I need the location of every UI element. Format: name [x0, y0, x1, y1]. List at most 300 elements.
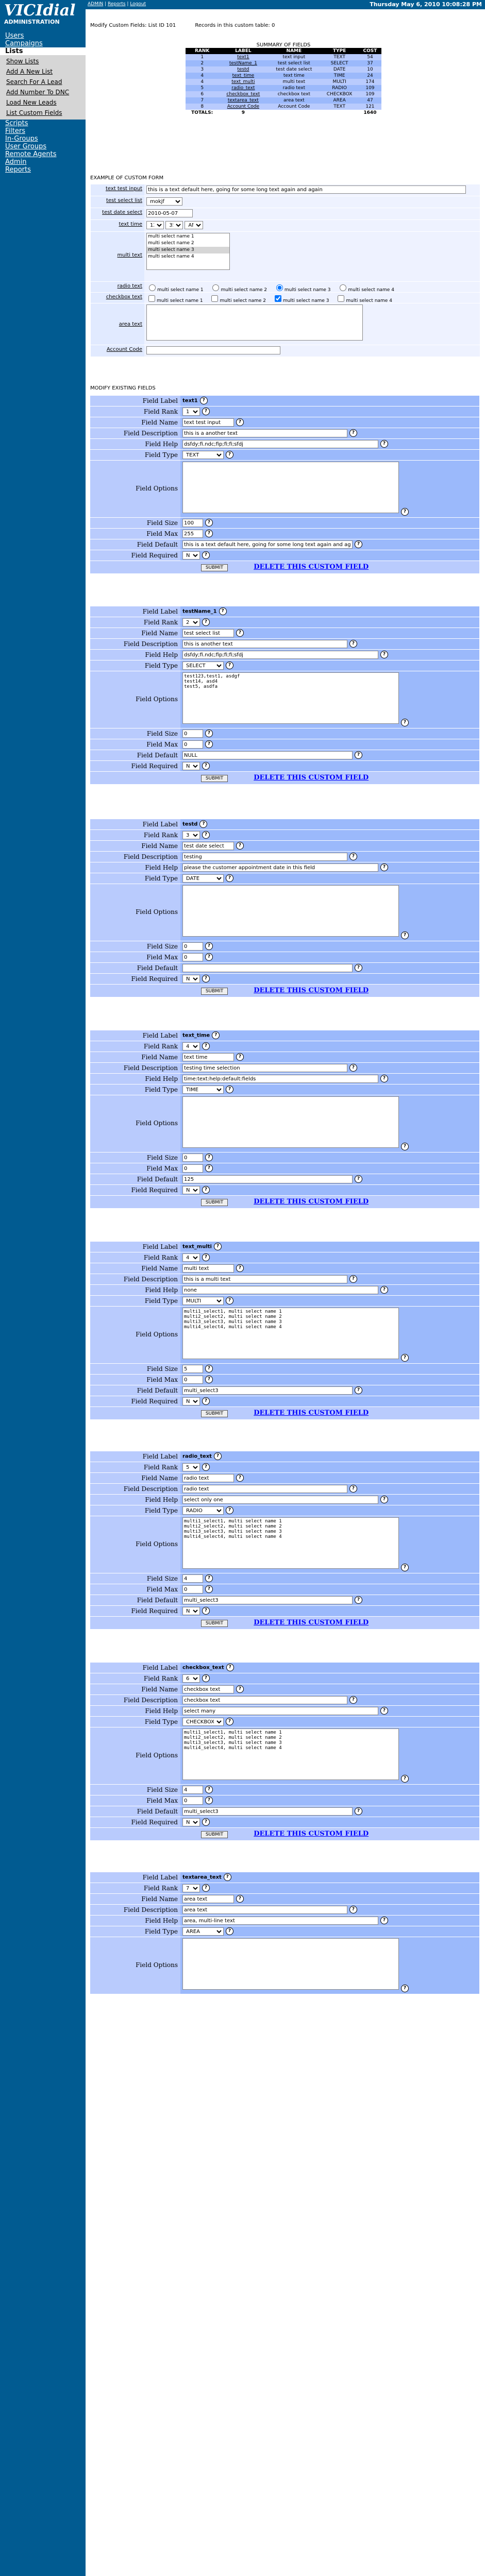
summary-field-link[interactable]: text_multi — [231, 79, 255, 84]
help-icon[interactable]: ? — [214, 1452, 222, 1460]
nav-admin[interactable]: Admin — [5, 158, 27, 166]
summary-cell: 174 — [359, 79, 381, 85]
field-row-default — [90, 1595, 479, 1606]
delete-field-link[interactable]: DELETE THIS CUSTOM FIELD — [254, 1619, 369, 1626]
field-row-desc — [90, 1695, 479, 1706]
field-row-max — [90, 529, 479, 539]
help-icon[interactable]: ? — [401, 1564, 409, 1571]
field-rank-select[interactable] — [182, 1463, 200, 1471]
field-max-input[interactable] — [182, 1797, 203, 1805]
help-icon[interactable]: ? — [355, 1386, 362, 1394]
help-icon[interactable]: ? — [380, 440, 388, 448]
nav-filters[interactable]: Filters — [5, 127, 25, 135]
nav-add-dnc[interactable]: Add Number To DNC — [6, 89, 70, 96]
help-icon[interactable]: ? — [205, 740, 213, 748]
field-label: Field Required — [90, 1817, 180, 1827]
delete-field-link[interactable]: DELETE THIS CUSTOM FIELD — [254, 987, 369, 994]
help-icon[interactable]: ? — [202, 831, 210, 839]
summary-field-link[interactable]: Account Code — [227, 104, 259, 109]
help-icon[interactable]: ? — [380, 1917, 388, 1924]
field-name-input[interactable] — [182, 418, 234, 427]
field-size-input[interactable] — [182, 1154, 203, 1162]
checkbox-option[interactable] — [338, 295, 344, 302]
field-default-input[interactable] — [182, 1386, 353, 1395]
help-icon[interactable]: ? — [226, 1506, 233, 1514]
field-rank-select[interactable] — [182, 408, 200, 416]
summary-cell: CHECKBOX — [320, 91, 359, 97]
example-select-list[interactable] — [146, 197, 182, 206]
radio-option[interactable] — [149, 284, 156, 291]
field-type-select[interactable] — [182, 662, 224, 670]
help-icon[interactable]: ? — [202, 762, 210, 770]
summary-cell: 4 — [186, 79, 219, 85]
help-icon[interactable]: ? — [355, 964, 362, 972]
example-date-input[interactable] — [146, 209, 193, 217]
help-icon[interactable]: ? — [202, 1884, 210, 1892]
crumb-admin[interactable]: ADMIN — [88, 2, 104, 7]
field-required-select[interactable] — [182, 1186, 200, 1194]
nav-ingroups[interactable]: In-Groups — [5, 135, 38, 143]
field-name-input[interactable] — [182, 1474, 234, 1482]
help-icon[interactable]: ? — [349, 1696, 357, 1704]
help-icon[interactable]: ? — [401, 508, 409, 516]
field-max-input[interactable] — [182, 1376, 203, 1384]
help-icon[interactable]: ? — [236, 1053, 244, 1061]
summary-cell: 2 — [186, 60, 219, 66]
help-icon[interactable]: ? — [226, 662, 233, 669]
field-type-select[interactable] — [182, 1297, 224, 1305]
field-label: Field Description — [90, 1274, 180, 1284]
help-icon[interactable]: ? — [205, 730, 213, 737]
summary-field-link[interactable]: testName_1 — [229, 61, 257, 66]
help-icon[interactable]: ? — [226, 1664, 234, 1671]
crumb-logout[interactable]: Logout — [130, 2, 146, 7]
field-description-input[interactable] — [182, 1696, 347, 1704]
help-icon[interactable]: ? — [380, 1496, 388, 1503]
help-icon[interactable]: ? — [199, 820, 207, 828]
field-label: Field Size — [90, 728, 180, 739]
help-icon[interactable]: ? — [202, 1042, 210, 1050]
field-default-input[interactable] — [182, 1175, 353, 1183]
field-row-type — [90, 1926, 479, 1937]
nav-users[interactable]: Users — [5, 32, 24, 40]
help-icon[interactable]: ? — [202, 1186, 210, 1194]
crumb-reports[interactable]: Reports — [108, 2, 126, 7]
summary-field-link[interactable]: textarea_text — [227, 98, 259, 103]
field-row-rank — [90, 1673, 479, 1684]
field-required-select[interactable] — [182, 1818, 200, 1826]
help-icon[interactable]: ? — [202, 1818, 210, 1826]
help-icon[interactable]: ? — [401, 1143, 409, 1150]
help-icon[interactable]: ? — [349, 853, 357, 860]
field-row-help — [90, 1706, 479, 1717]
summary-row — [186, 60, 381, 66]
nav-user-groups[interactable]: User Groups — [5, 143, 47, 150]
nav-add-list[interactable]: Add A New List — [6, 68, 53, 75]
example-label-link[interactable]: checkbox text — [106, 294, 142, 300]
multi-option[interactable]: multi select name 4 — [148, 254, 194, 259]
help-icon[interactable]: ? — [236, 418, 244, 426]
example-row-area — [91, 303, 480, 345]
field-required-select[interactable] — [182, 1607, 200, 1615]
nav-scripts[interactable]: Scripts — [5, 120, 28, 127]
field-help-input[interactable] — [182, 1496, 378, 1504]
summary-total-cell: TOTALS: — [186, 110, 219, 116]
submit-row — [90, 985, 479, 997]
help-icon[interactable]: ? — [226, 1927, 233, 1935]
field-label: Field Type — [90, 1505, 180, 1516]
field-name-input[interactable] — [182, 1895, 234, 1903]
field-rank-select[interactable] — [182, 1884, 200, 1892]
submit-button[interactable]: SUBMIT — [201, 1620, 228, 1627]
field-max-input[interactable] — [182, 953, 203, 961]
field-label: Field Name — [90, 417, 180, 428]
help-icon[interactable]: ? — [401, 719, 409, 726]
field-label: Field Label — [90, 1663, 180, 1673]
delete-field-link[interactable]: DELETE THIS CUSTOM FIELD — [254, 563, 369, 571]
help-icon[interactable]: ? — [202, 1674, 210, 1682]
summary-field-link[interactable]: text_time — [232, 73, 255, 78]
nav-search-lead[interactable]: Search For A Lead — [6, 78, 62, 86]
field-description-input[interactable] — [182, 1906, 347, 1914]
field-type-select[interactable] — [182, 1506, 224, 1515]
example-text-input[interactable] — [146, 185, 466, 194]
field-row-name — [90, 1052, 479, 1063]
field-options-textarea[interactable] — [182, 462, 399, 513]
field-label-value: checkbox_text — [182, 1665, 224, 1671]
field-block — [90, 1663, 479, 1840]
field-rank-select[interactable] — [182, 618, 200, 626]
summary-header: COST — [359, 48, 381, 54]
help-icon[interactable]: ? — [236, 842, 244, 850]
field-row-rank — [90, 406, 479, 417]
field-help-input[interactable] — [182, 1075, 378, 1083]
field-description-input[interactable] — [182, 640, 347, 648]
help-icon[interactable]: ? — [236, 1474, 244, 1482]
example-textarea[interactable] — [146, 304, 363, 341]
field-label: Field Options — [90, 1937, 180, 1994]
help-icon[interactable]: ? — [355, 1807, 362, 1815]
help-icon[interactable]: ? — [401, 1775, 409, 1783]
help-icon[interactable]: ? — [380, 1075, 388, 1082]
help-icon[interactable]: ? — [202, 618, 210, 626]
example-minute-select[interactable] — [165, 221, 183, 229]
field-size-input[interactable] — [182, 1786, 203, 1794]
field-name-input[interactable] — [182, 1264, 234, 1273]
field-name-input[interactable] — [182, 1053, 234, 1061]
field-required-select[interactable] — [182, 975, 200, 983]
help-icon[interactable]: ? — [202, 1253, 210, 1261]
field-max-input[interactable] — [182, 530, 203, 538]
summary-grid — [186, 48, 381, 116]
help-icon[interactable]: ? — [205, 1786, 213, 1793]
help-icon[interactable]: ? — [219, 607, 227, 615]
field-help-input[interactable] — [182, 863, 378, 872]
nav-lists-active[interactable]: Lists — [0, 47, 86, 55]
field-label: Field Required — [90, 1396, 180, 1406]
help-icon[interactable]: ? — [205, 1154, 213, 1161]
summary-cell: 109 — [359, 85, 381, 91]
help-icon[interactable]: ? — [202, 1463, 210, 1471]
field-size-input[interactable] — [182, 519, 203, 527]
delete-field-link[interactable]: DELETE THIS CUSTOM FIELD — [254, 1830, 369, 1838]
example-label-link[interactable]: text time — [119, 222, 142, 227]
field-type-select[interactable] — [182, 1718, 224, 1726]
help-icon[interactable]: ? — [224, 1873, 231, 1881]
field-row-required — [90, 974, 479, 985]
summary-total-cell: 9 — [219, 110, 267, 116]
summary-cell: TEXT — [320, 104, 359, 110]
field-size-input[interactable] — [182, 1574, 203, 1583]
summary-field-link[interactable]: radio_text — [231, 86, 255, 91]
summary-field-link[interactable]: text1 — [237, 55, 249, 60]
field-size-input[interactable] — [182, 942, 203, 951]
submit-button[interactable]: SUBMIT — [201, 1199, 228, 1206]
field-help-input[interactable] — [182, 1286, 378, 1294]
field-default-input[interactable] — [182, 540, 353, 549]
field-name-input[interactable] — [182, 629, 234, 637]
vicidial-logo — [0, 0, 86, 32]
example-row-checkbox: checkbox text multi select name 1 multi select name 2 multi select name 3 multi select name 4 — [91, 293, 480, 303]
field-row-name — [90, 1263, 479, 1274]
help-icon[interactable]: ? — [205, 1376, 213, 1383]
field-default-input[interactable] — [182, 1807, 353, 1816]
help-icon[interactable]: ? — [202, 1397, 210, 1405]
help-icon[interactable]: ? — [205, 1574, 213, 1582]
field-size-input[interactable] — [182, 1365, 203, 1373]
help-icon[interactable]: ? — [355, 1175, 362, 1183]
help-icon[interactable]: ? — [355, 751, 362, 759]
field-type-select[interactable] — [182, 874, 224, 883]
main-nav — [0, 32, 86, 174]
help-icon[interactable]: ? — [355, 1596, 362, 1604]
field-description-input[interactable] — [182, 429, 347, 437]
example-label-link[interactable]: multi text — [117, 252, 142, 258]
help-icon[interactable]: ? — [380, 651, 388, 658]
field-required-select[interactable] — [182, 762, 200, 770]
help-icon[interactable]: ? — [202, 1607, 210, 1615]
field-description-input[interactable] — [182, 1275, 347, 1283]
summary-header: LABEL — [219, 48, 267, 54]
nav-list-custom-fields[interactable]: List Custom Fields — [6, 109, 62, 116]
example-label-link[interactable]: area text — [119, 321, 142, 327]
field-rank-select[interactable] — [182, 1253, 200, 1262]
help-icon[interactable]: ? — [380, 1286, 388, 1294]
help-icon[interactable]: ? — [349, 429, 357, 437]
example-row-date — [91, 208, 480, 220]
radio-option[interactable] — [212, 284, 219, 291]
example-hour-select[interactable] — [146, 221, 164, 229]
field-row-desc — [90, 1484, 479, 1495]
help-icon[interactable]: ? — [401, 931, 409, 939]
example-account-input[interactable] — [146, 346, 280, 354]
field-row-options — [90, 1516, 479, 1573]
field-row-rank — [90, 617, 479, 628]
nav-reports[interactable]: Reports — [5, 166, 31, 174]
field-description-input[interactable] — [182, 1485, 347, 1493]
summary-cell — [219, 91, 267, 97]
example-label-link[interactable]: test date select — [102, 210, 142, 215]
summary-cell: 1 — [186, 54, 219, 60]
field-help-input[interactable] — [182, 440, 378, 448]
field-rank-select[interactable] — [182, 1042, 200, 1050]
submit-button[interactable]: SUBMIT — [201, 1410, 228, 1417]
help-icon[interactable]: ? — [401, 1985, 409, 1992]
nav-remote-agents[interactable]: Remote Agents — [5, 150, 57, 158]
field-options-textarea[interactable] — [182, 1517, 399, 1569]
submit-button[interactable]: SUBMIT — [201, 988, 228, 995]
field-name-input[interactable] — [182, 1685, 234, 1693]
field-default-input[interactable] — [182, 964, 353, 972]
submit-button[interactable]: SUBMIT — [201, 775, 228, 782]
help-icon[interactable]: ? — [205, 953, 213, 961]
help-icon[interactable]: ? — [202, 551, 210, 559]
example-multi-select[interactable] — [146, 233, 230, 270]
field-description-input[interactable] — [182, 1064, 347, 1072]
field-label: Field Name — [90, 1052, 180, 1062]
field-row-size — [90, 518, 479, 529]
summary-cell: text time — [267, 73, 320, 79]
example-row-select — [91, 196, 480, 208]
help-icon[interactable]: ? — [205, 519, 213, 527]
field-options-textarea[interactable] — [182, 1308, 399, 1359]
example-label-link[interactable]: radio text — [117, 283, 142, 289]
help-icon[interactable]: ? — [401, 1354, 409, 1362]
field-label: Field Description — [90, 1063, 180, 1073]
help-icon[interactable]: ? — [205, 530, 213, 537]
field-help-input[interactable] — [182, 1707, 378, 1715]
field-row-options — [90, 461, 479, 518]
help-icon[interactable]: ? — [205, 1164, 213, 1172]
radio-option[interactable] — [340, 284, 346, 291]
delete-field-link[interactable]: DELETE THIS CUSTOM FIELD — [254, 1409, 369, 1417]
summary-field-link[interactable]: testd — [237, 67, 249, 72]
help-icon[interactable]: ? — [380, 863, 388, 871]
example-label-link[interactable]: Account Code — [106, 347, 142, 352]
multi-option[interactable]: multi select name 1 — [148, 234, 194, 239]
field-default-input[interactable] — [182, 1596, 353, 1604]
help-icon[interactable]: ? — [236, 1685, 244, 1693]
field-max-input[interactable] — [182, 740, 203, 749]
field-help-input[interactable] — [182, 1917, 378, 1925]
field-type-select[interactable] — [182, 1927, 224, 1936]
help-icon[interactable]: ? — [349, 1275, 357, 1283]
help-icon[interactable]: ? — [349, 1064, 357, 1072]
field-required-select[interactable] — [182, 551, 200, 560]
help-icon[interactable]: ? — [226, 1086, 233, 1093]
summary-cell: MULTI — [320, 79, 359, 85]
field-label: Field Description — [90, 1695, 180, 1705]
field-rank-select[interactable] — [182, 831, 200, 839]
submit-button[interactable]: SUBMIT — [201, 564, 228, 571]
checkbox-option[interactable] — [148, 295, 155, 302]
radio-option[interactable] — [276, 284, 283, 291]
help-icon[interactable]: ? — [236, 1264, 244, 1272]
field-options-textarea[interactable] — [182, 885, 399, 937]
field-label: Field Required — [90, 761, 180, 771]
field-required-select[interactable] — [182, 1397, 200, 1405]
field-options-textarea[interactable] — [182, 672, 399, 724]
field-max-input[interactable] — [182, 1164, 203, 1173]
field-label: Field Default — [90, 963, 180, 973]
help-icon[interactable]: ? — [349, 1485, 357, 1493]
help-icon[interactable]: ? — [349, 640, 357, 648]
help-icon[interactable]: ? — [236, 1895, 244, 1903]
field-rank-select[interactable] — [182, 1674, 200, 1683]
summary-field-link[interactable]: checkbox_text — [226, 92, 260, 97]
field-max-input[interactable] — [182, 1585, 203, 1594]
field-label: Field Label — [90, 606, 180, 617]
submit-button[interactable]: SUBMIT — [201, 1831, 228, 1838]
field-row-options — [90, 884, 479, 941]
help-icon[interactable]: ? — [205, 1585, 213, 1593]
example-label-link[interactable]: test select list — [106, 198, 142, 204]
field-type-select[interactable] — [182, 1086, 224, 1094]
multi-option[interactable]: multi select name 3 — [147, 247, 229, 253]
field-label: Field Rank — [90, 406, 180, 417]
help-icon[interactable]: ? — [214, 1243, 222, 1250]
field-size-input[interactable] — [182, 730, 203, 738]
field-options-textarea[interactable] — [182, 1096, 399, 1148]
checkbox-option[interactable] — [211, 295, 218, 302]
nav-show-lists[interactable]: Show Lists — [6, 58, 39, 65]
help-icon[interactable]: ? — [212, 1031, 220, 1039]
help-icon[interactable]: ? — [226, 451, 233, 459]
example-label-link[interactable]: text test input — [105, 186, 142, 192]
help-icon[interactable]: ? — [226, 1297, 233, 1304]
field-row-label — [90, 819, 479, 830]
nav-load-leads[interactable]: Load New Leads — [6, 99, 57, 106]
field-row-desc — [90, 428, 479, 439]
help-icon[interactable]: ? — [355, 540, 362, 548]
help-icon[interactable]: ? — [226, 1718, 233, 1725]
field-name-input[interactable] — [182, 842, 234, 850]
help-icon[interactable]: ? — [202, 408, 210, 415]
help-icon[interactable]: ? — [236, 629, 244, 637]
summary-cell: 24 — [359, 73, 381, 79]
nav-campaigns[interactable]: Campaigns — [5, 40, 43, 47]
help-icon[interactable]: ? — [200, 397, 208, 404]
summary-header: RANK — [186, 48, 219, 54]
field-options-textarea[interactable] — [182, 1728, 399, 1780]
field-description-input[interactable] — [182, 853, 347, 861]
field-help-input[interactable] — [182, 651, 378, 659]
example-row-account — [91, 345, 480, 357]
field-label-value: testName_1 — [182, 608, 217, 615]
help-icon[interactable]: ? — [202, 975, 210, 982]
field-row-size — [90, 941, 479, 952]
summary-cell — [219, 97, 267, 104]
field-type-select[interactable] — [182, 451, 224, 459]
example-ampm-select[interactable] — [185, 221, 203, 229]
field-options-textarea[interactable] — [182, 1938, 399, 1990]
help-icon[interactable]: ? — [205, 1797, 213, 1804]
summary-row — [186, 91, 381, 97]
help-icon[interactable]: ? — [349, 1906, 357, 1913]
help-icon[interactable]: ? — [226, 874, 233, 882]
field-row-size — [90, 1573, 479, 1584]
field-label: Field Rank — [90, 617, 180, 628]
help-icon[interactable]: ? — [205, 1365, 213, 1372]
help-icon[interactable]: ? — [380, 1707, 388, 1715]
delete-field-link[interactable]: DELETE THIS CUSTOM FIELD — [254, 1198, 369, 1206]
field-default-input[interactable] — [182, 751, 353, 759]
checkbox-option[interactable] — [275, 295, 281, 302]
help-icon[interactable]: ? — [205, 942, 213, 950]
delete-field-link[interactable]: DELETE THIS CUSTOM FIELD — [254, 774, 369, 782]
multi-option[interactable]: multi select name 2 — [148, 241, 194, 246]
field-label: Field Default — [90, 1174, 180, 1184]
